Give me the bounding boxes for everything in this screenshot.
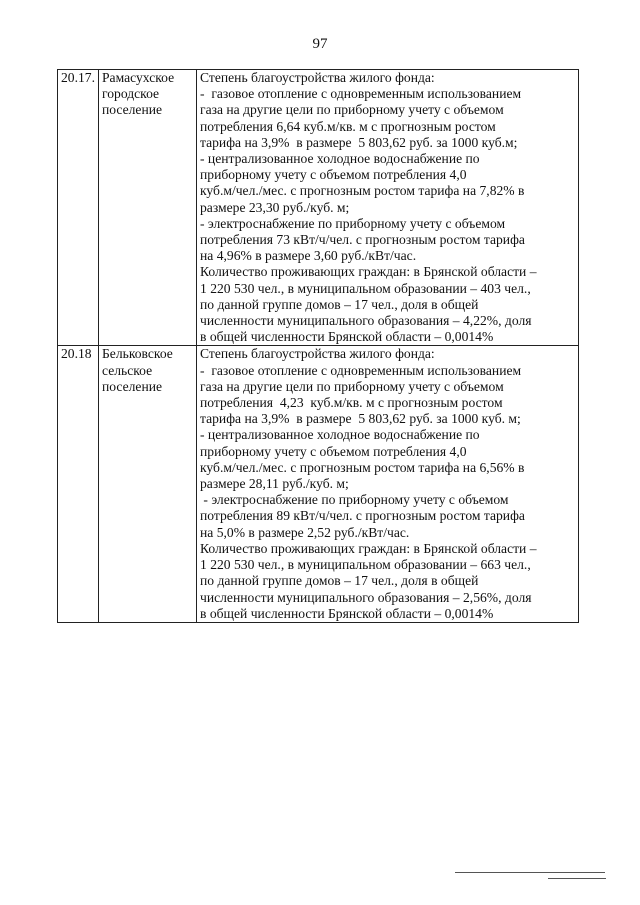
- description-line: - газовое отопление с одновременным использованием: [200, 362, 522, 378]
- description-line: Количество проживающих граждан: в Брянской области –: [200, 540, 537, 556]
- settlement-name-line: поселение: [102, 378, 163, 394]
- housing-description: [197, 346, 579, 622]
- footer-rule: [455, 872, 605, 873]
- housing-description: [197, 70, 579, 346]
- description-line: численности муниципального образования – 4,22%, доля: [200, 313, 532, 329]
- description-line: - централизованное холодное водоснабжение по: [200, 151, 480, 167]
- table-row: [58, 70, 579, 346]
- row-number: 20.17.: [58, 70, 99, 346]
- description-line: потребления 4,23 куб.м/кв. м с прогнозным ростом: [200, 395, 503, 411]
- settlement-name-line: Рамасухское: [102, 70, 175, 85]
- description-line: потребления 73 кВт/ч/чел. с прогнозным ростом тарифа: [200, 232, 525, 248]
- settlement-name: [99, 70, 197, 346]
- description-line: по данной группе домов – 17 чел., доля в общей: [200, 573, 479, 589]
- settlement-name-line: поселение: [102, 102, 163, 118]
- description-line: размере 28,11 руб./куб. м;: [200, 476, 349, 492]
- description-line: 1 220 530 чел., в муниципальном образовании – 403 чел.,: [200, 280, 531, 296]
- description-line: газа на другие цели по приборному учету с объемом: [200, 102, 504, 118]
- description-line: численности муниципального образования – 2,56%, доля: [200, 589, 532, 605]
- description-line: - электроснабжение по приборному учету с объемом: [200, 492, 509, 508]
- description-line: в общей численности Брянской области – 0,0014%: [200, 605, 494, 621]
- description-line: газа на другие цели по приборному учету с объемом: [200, 378, 504, 394]
- description-line: размере 23,30 руб./куб. м;: [200, 199, 350, 215]
- description-line: потребления 89 кВт/ч/чел. с прогнозным ростом тарифа: [200, 508, 525, 524]
- description-line: Степень благоустройства жилого фонда:: [200, 70, 435, 85]
- description-line: приборному учету с объемом потребления 4,0: [200, 167, 467, 183]
- description-line: Степень благоустройства жилого фонда:: [200, 346, 435, 362]
- description-line: Количество проживающих граждан: в Брянской области –: [200, 264, 537, 280]
- row-number: 20.18: [58, 346, 99, 622]
- description-line: 1 220 530 чел., в муниципальном образовании – 663 чел.,: [200, 557, 531, 573]
- description-line: куб.м/чел./мес. с прогнозным ростом тарифа на 6,56% в: [200, 459, 525, 475]
- footer-rule-short: [548, 878, 606, 879]
- description-line: - централизованное холодное водоснабжение по: [200, 427, 480, 443]
- settlement-name-line: городское: [102, 86, 160, 102]
- description-line: тарифа на 3,9% в размере 5 803,62 руб. за 1000 куб. м;: [200, 411, 521, 427]
- settlement-name: [99, 346, 197, 622]
- table-row: [58, 346, 579, 622]
- description-line: тарифа на 3,9% в размере 5 803,62 руб. за 1000 куб.м;: [200, 134, 518, 150]
- description-line: на 5,0% в размере 2,52 руб./кВт/час.: [200, 524, 410, 540]
- description-line: потребления 6,64 куб.м/кв. м с прогнозным ростом: [200, 118, 496, 134]
- settlement-name-line: сельское: [102, 362, 153, 378]
- description-line: куб.м/чел./мес. с прогнозным ростом тарифа на 7,82% в: [200, 183, 525, 199]
- settlement-name-line: Бельковское: [102, 346, 173, 362]
- description-line: по данной группе домов – 17 чел., доля в общей: [200, 296, 479, 312]
- description-line: - электроснабжение по приборному учету с объемом: [200, 215, 506, 231]
- page-number: 97: [312, 36, 328, 52]
- description-line: - газовое отопление с одновременным использованием: [200, 86, 522, 102]
- tariff-table: [57, 69, 579, 623]
- description-line: приборному учету с объемом потребления 4,0: [200, 443, 467, 459]
- description-line: на 4,96% в размере 3,60 руб./кВт/час.: [200, 248, 417, 264]
- description-line: в общей численности Брянской области – 0,0014%: [200, 329, 494, 345]
